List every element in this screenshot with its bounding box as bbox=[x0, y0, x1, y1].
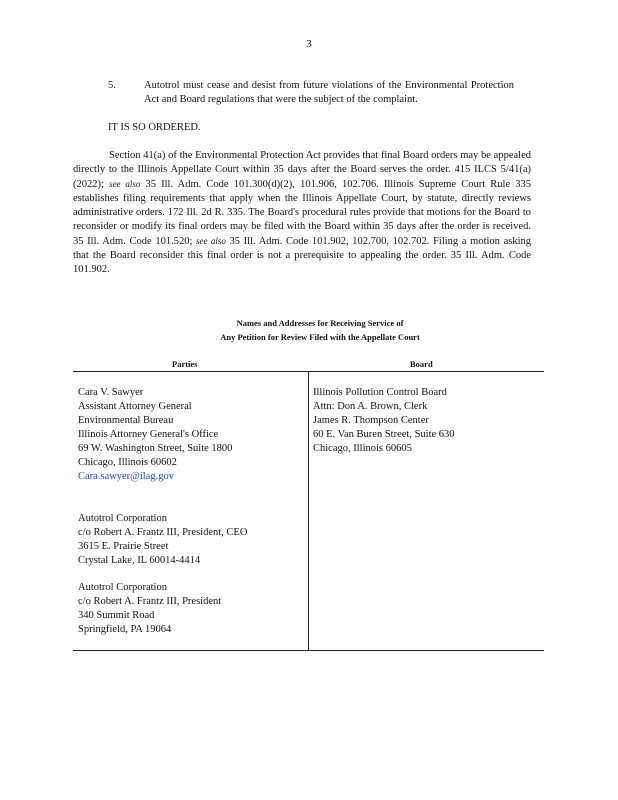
board-address: Illinois Pollution Control Board Attn: Don A. Brown, Clerk James R. Thompson Center 60 E. Van Buren Street, Suite 630 Chicago, Illinois 60605 bbox=[313, 387, 455, 454]
parties-header: Parties bbox=[172, 359, 198, 369]
service-title-line-2: Any Petition for Review Filed with the Appellate Court bbox=[220, 332, 420, 342]
so-ordered: IT IS SO ORDERED. bbox=[108, 122, 201, 133]
party-address-2: Autotrol Corporation c/o Robert A. Frantz III, President, CEO 3615 E. Prairie Street Crystal Lake, IL 60014-4414 bbox=[78, 513, 248, 566]
see-also-1: see also bbox=[109, 179, 141, 189]
appeal-text-1: Section 41(a) of the Environmental Protection Act provides that final Board orders may be appealed directly to the Illinois Appellate Court within 35 days after the Board serves the order. 415 ILCS 5/41(a) (2022); bbox=[73, 150, 531, 190]
appeal-text-2: 35 Ill. Adm. Code 101.300(d)(2), 101.906, 102.706. Illinois Supreme Court Rule 335 establishes filing requirements that apply when the Illinois Appellate Court, by statute, directly reviews administrative orders. 172 Ill. 2d R. 335. The Board's procedural rules provide that motions for the Board to reconsider or modify its final orders may be filed with the Board within 35 days after the order is received. 35 Ill. Adm. Code 101.520; bbox=[73, 179, 531, 247]
service-title-line-1: Names and Addresses for Receiving Service of bbox=[236, 318, 404, 328]
table-column-divider bbox=[308, 372, 309, 650]
item-number: 5. bbox=[108, 80, 116, 91]
page-number: 3 bbox=[306, 38, 312, 50]
service-table-title bbox=[150, 316, 490, 344]
see-also-2: see also bbox=[196, 236, 226, 246]
party-address-3: Autotrol Corporation c/o Robert A. Frantz III, President 340 Summit Road Springfield, PA 19064 bbox=[78, 582, 222, 635]
board-header: Board bbox=[410, 359, 433, 369]
party-address-1: Cara V. Sawyer Assistant Attorney General Environmental Bureau Illinois Attorney General's Office 69 W. Washington Street, Suite 1800 Chicago, Illinois 60602 Cara.sawyer@ilag.gov bbox=[78, 387, 233, 482]
appeal-paragraph bbox=[73, 149, 531, 277]
party-email-link[interactable]: Cara.sawyer@ilag.gov bbox=[78, 471, 174, 482]
appeal-text-3: 35 Ill. Adm. Code 101.902, 102.700, 102.702. Filing a motion asking that the Board reconsider this final order is not a prerequisite to appealing the order. 35 Ill. Adm. Code 101.902. bbox=[73, 236, 531, 275]
table-bottom-rule bbox=[73, 650, 544, 651]
item-text: Autotrol must cease and desist from future violations of the Environmental Protection Act and Board regulations that were the subject of the complaint. bbox=[144, 80, 514, 105]
